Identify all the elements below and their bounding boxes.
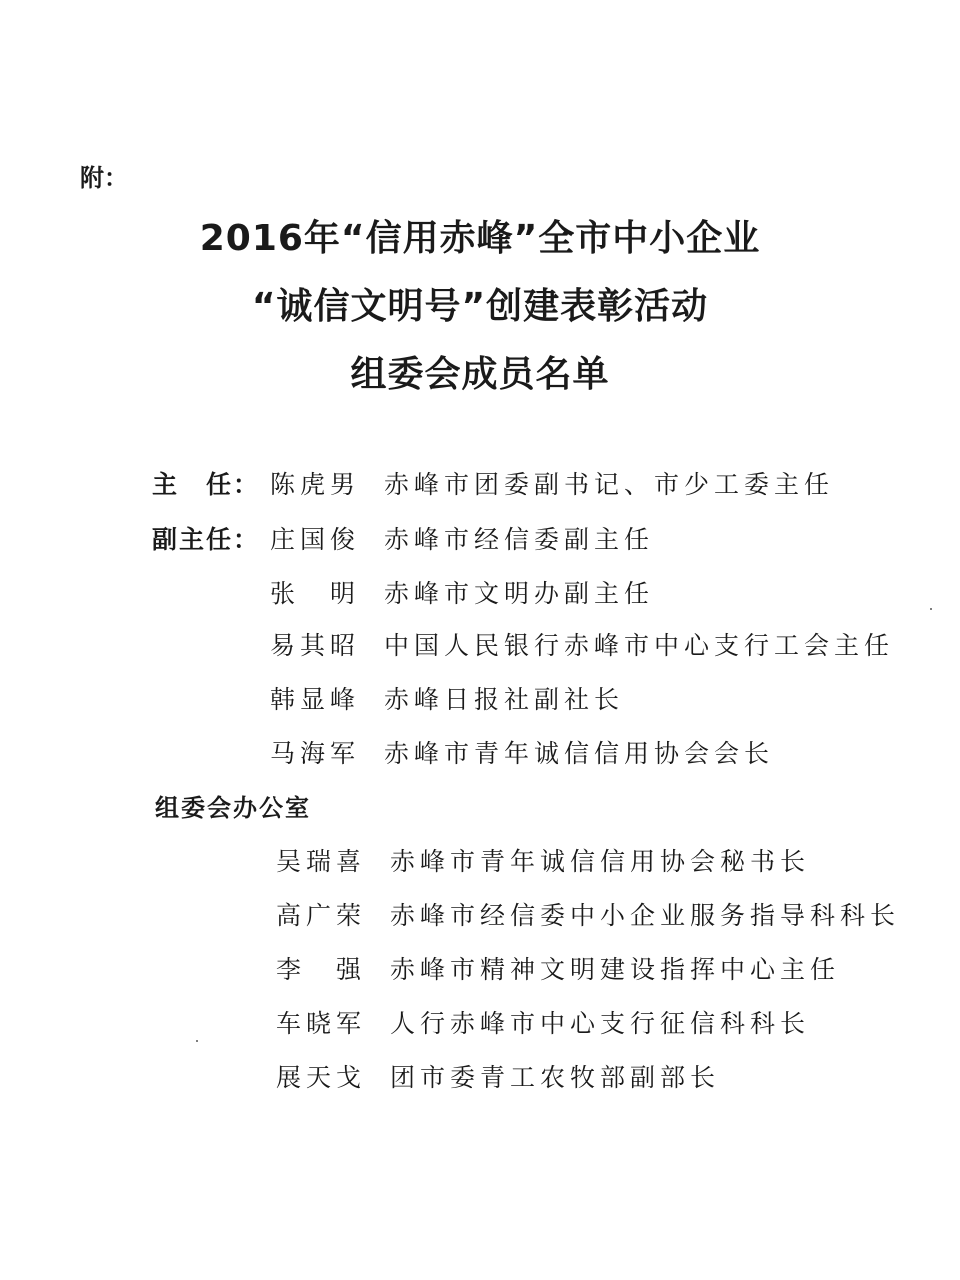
deputy-name: 韩显峰 xyxy=(270,685,361,714)
office-row xyxy=(0,1004,960,1040)
deputy-row xyxy=(0,520,960,556)
attachment-label: 附： xyxy=(80,164,128,192)
office-member-position: 赤峰市经信委中小企业服务指导科科长 xyxy=(390,901,901,930)
deputy-row xyxy=(0,680,960,716)
director-position: 赤峰市团委副书记、市少工委主任 xyxy=(384,470,835,499)
deputy-position: 赤峰市文明办副主任 xyxy=(384,579,655,608)
deputy-position: 中国人民银行赤峰市中心支行工会主任 xyxy=(384,631,895,660)
title-line-2: “诚信文明号”创建表彰活动 xyxy=(251,286,709,327)
office-member-position: 赤峰市青年诚信信用协会秘书长 xyxy=(390,847,811,876)
title-line-3: 组委会成员名单 xyxy=(350,354,610,395)
scan-speck xyxy=(930,608,932,610)
deputy-row xyxy=(0,574,960,610)
office-member-position: 赤峰市精神文明建设指挥中心主任 xyxy=(390,955,841,984)
office-member-name: 高广荣 xyxy=(276,901,367,930)
office-heading: 组委会办公室 xyxy=(155,794,311,822)
office-row xyxy=(0,1058,960,1094)
deputy-role-label: 副主任： xyxy=(152,525,261,554)
deputy-name: 马海军 xyxy=(270,739,361,768)
deputy-position: 赤峰市青年诚信信用协会会长 xyxy=(384,739,775,768)
office-row xyxy=(0,950,960,986)
deputy-name: 易其昭 xyxy=(270,631,361,660)
title-line-1: 2016年“信用赤峰”全市中小企业 xyxy=(199,218,761,259)
deputy-position: 赤峰日报社副社长 xyxy=(384,685,625,714)
deputy-name: 张 明 xyxy=(270,579,361,608)
deputy-position: 赤峰市经信委副主任 xyxy=(384,525,655,554)
deputy-row xyxy=(0,734,960,770)
scan-speck xyxy=(196,1040,198,1042)
office-member-name: 李 强 xyxy=(276,955,367,984)
director-row xyxy=(0,465,960,501)
office-member-name: 展天戈 xyxy=(276,1063,367,1092)
office-member-position: 人行赤峰市中心支行征信科科长 xyxy=(390,1009,811,1038)
office-member-position: 团市委青工农牧部副部长 xyxy=(390,1063,721,1092)
deputy-name: 庄国俊 xyxy=(270,525,361,554)
director-name: 陈虎男 xyxy=(270,470,361,499)
office-row xyxy=(0,896,960,932)
office-member-name: 吴瑞喜 xyxy=(276,847,367,876)
office-member-name: 车晓军 xyxy=(276,1009,367,1038)
deputy-row xyxy=(0,626,960,662)
office-row xyxy=(0,842,960,878)
director-role-label: 主 任： xyxy=(152,470,261,499)
